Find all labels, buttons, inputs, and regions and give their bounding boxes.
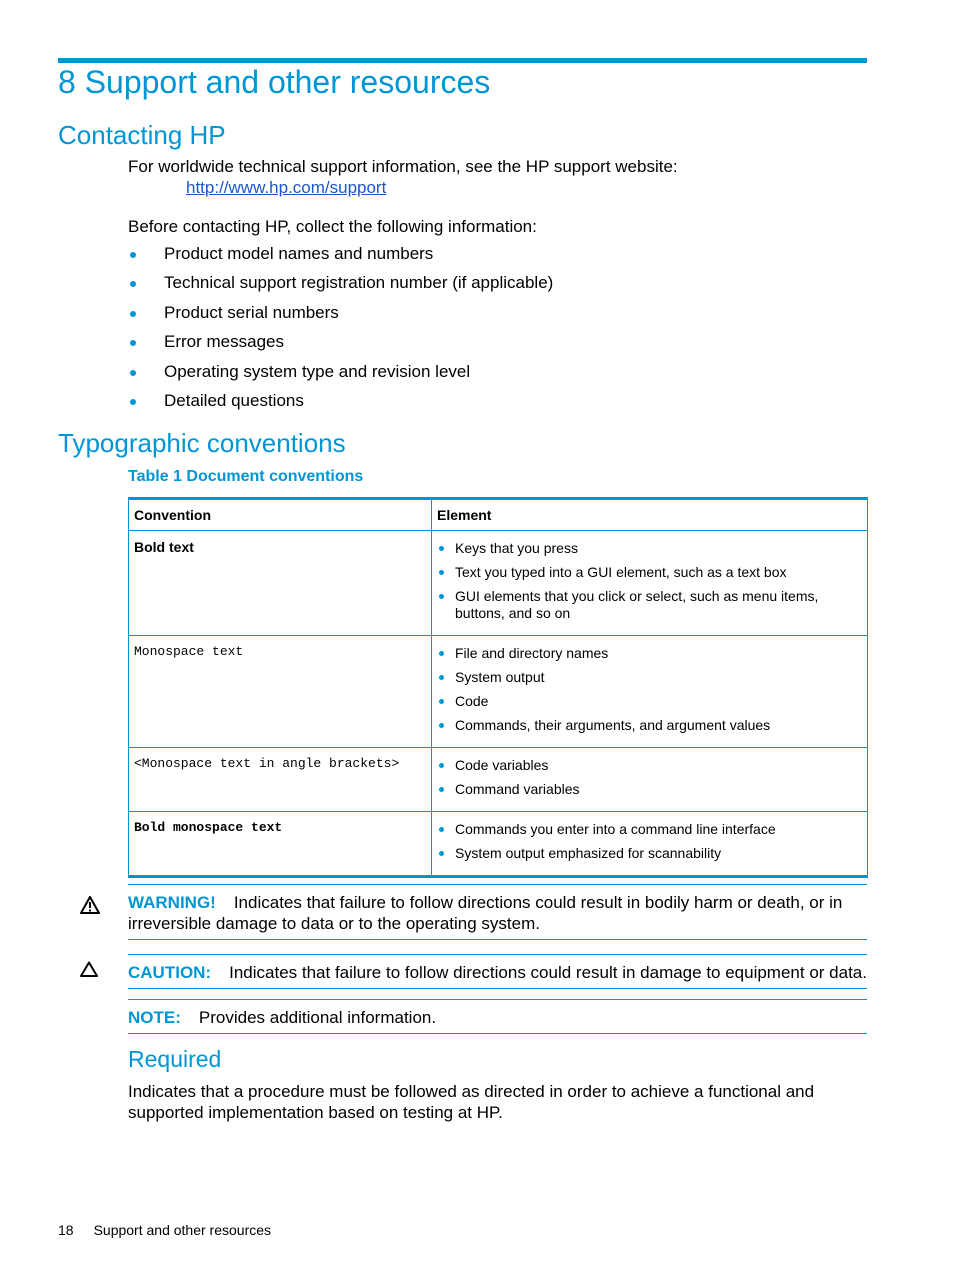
note-text: Provides additional information. bbox=[198, 1008, 437, 1027]
list-item: GUI elements that you click or select, such as menu items, buttons, and so on bbox=[437, 588, 862, 622]
element-cell bbox=[432, 812, 868, 877]
list-item: System output bbox=[437, 669, 862, 686]
list-item: Error messages bbox=[128, 331, 553, 360]
table-row bbox=[129, 748, 868, 812]
hp-support-link[interactable]: http://www.hp.com/support bbox=[186, 178, 387, 197]
footer-section-title: Support and other resources bbox=[93, 1222, 272, 1238]
warning-label: WARNING! bbox=[128, 893, 216, 912]
convention-cell: Monospace text bbox=[129, 636, 432, 748]
list-item: Product model names and numbers bbox=[128, 243, 553, 272]
heading-contacting-hp: Contacting HP bbox=[58, 120, 226, 150]
table-caption: Table 1 Document conventions bbox=[128, 468, 364, 485]
conventions-table bbox=[128, 497, 868, 878]
table-row bbox=[129, 812, 868, 877]
heading-typographic-conventions: Typographic conventions bbox=[58, 428, 346, 458]
list-item: Command variables bbox=[437, 781, 862, 798]
list-item: Code bbox=[437, 693, 862, 710]
list-item: Commands you enter into a command line interface bbox=[437, 821, 862, 838]
caution-top-rule bbox=[128, 954, 867, 955]
list-item: Technical support registration number (if applicable) bbox=[128, 272, 553, 301]
list-item: Detailed questions bbox=[128, 390, 553, 419]
contact-info-list bbox=[128, 243, 553, 419]
column-header-convention: Convention bbox=[129, 499, 432, 531]
caution-notice bbox=[128, 962, 868, 983]
chapter-title: 8 Support and other resources bbox=[58, 64, 491, 100]
list-item: Keys that you press bbox=[437, 540, 862, 557]
convention-cell: <Monospace text in angle brackets> bbox=[129, 748, 432, 812]
note-label: NOTE: bbox=[128, 1008, 181, 1027]
list-item: Text you typed into a GUI element, such as a text box bbox=[437, 564, 862, 581]
note-bottom-rule bbox=[128, 1033, 867, 1034]
warning-bottom-rule bbox=[128, 939, 867, 940]
chapter-top-rule bbox=[58, 58, 867, 63]
heading-required: Required bbox=[128, 1046, 222, 1072]
note-notice bbox=[128, 1007, 868, 1028]
list-item: File and directory names bbox=[437, 645, 862, 662]
warning-text: Indicates that failure to follow directions could result in bodily harm or death, or in irreversible damage to data or to the operating system. bbox=[128, 893, 843, 933]
element-cell bbox=[432, 531, 868, 636]
caution-bottom-rule bbox=[128, 988, 867, 989]
table-row bbox=[129, 531, 868, 636]
list-item: Commands, their arguments, and argument values bbox=[437, 717, 862, 734]
list-item: Product serial numbers bbox=[128, 302, 553, 331]
caution-text: Indicates that failure to follow directions could result in damage to equipment or data. bbox=[229, 963, 867, 982]
required-text: Indicates that a procedure must be followed as directed in order to achieve a functional and supported implementation based on testing at HP. bbox=[128, 1082, 815, 1122]
convention-cell: Bold text bbox=[129, 531, 432, 636]
element-cell bbox=[432, 636, 868, 748]
caution-triangle-icon bbox=[80, 961, 98, 977]
convention-cell: Bold monospace text bbox=[129, 812, 432, 877]
table-row bbox=[129, 636, 868, 748]
contact-before-text: Before contacting HP, collect the following information: bbox=[128, 217, 537, 236]
element-cell bbox=[432, 748, 868, 812]
caution-label: CAUTION: bbox=[128, 963, 212, 982]
list-item: Operating system type and revision level bbox=[128, 361, 553, 390]
warning-top-rule bbox=[128, 884, 867, 885]
warning-notice bbox=[128, 892, 868, 934]
list-item: Code variables bbox=[437, 757, 862, 774]
contact-intro: For worldwide technical support information, see the HP support website: bbox=[128, 157, 678, 176]
table-header-row bbox=[129, 499, 868, 531]
note-top-rule bbox=[128, 999, 867, 1000]
warning-triangle-icon bbox=[80, 896, 100, 914]
page-footer bbox=[58, 1222, 271, 1238]
list-item: System output emphasized for scannability bbox=[437, 845, 862, 862]
column-header-element: Element bbox=[432, 499, 868, 531]
page-number: 18 bbox=[58, 1222, 74, 1238]
